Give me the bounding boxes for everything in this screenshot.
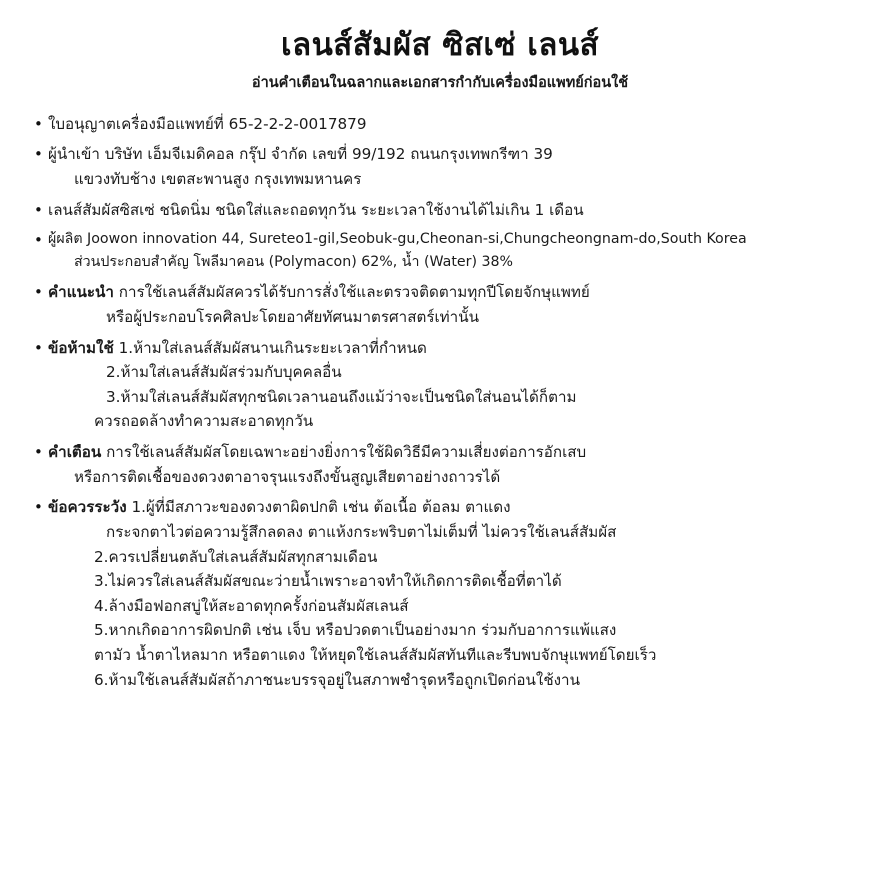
text-line [48,643,846,668]
line-text: 4.ล้างมือฟอกสบู่ให้สะอาดทุกครั้งก่อนสัมผัสเลนส์ [94,596,409,615]
line-lead-label: คำเตือน [48,443,102,461]
text-line [48,167,846,192]
line-text: 2.ห้ามใส่เลนส์สัมผัสร่วมกับบุคคลอื่น [106,363,342,382]
text-line [48,569,846,594]
text-line [48,594,846,619]
line-text: การใช้เลนส์สัมผัสควรได้รับการสั่งใช้และตรวจติดตามทุกปีโดยจักษุแพทย์ [118,283,590,302]
list-item-body [48,142,846,191]
text-line [48,618,846,643]
text-line [48,545,846,570]
text-line [48,142,846,167]
line-text: ใบอนุญาตเครื่องมือแพทย์ที่ 65-2-2-2-0017879 [48,114,367,133]
line-text: แขวงทับช้าง เขตสะพานสูง กรุงเทพมหานคร [74,170,362,188]
line-text: 6.ห้ามใช้เลนส์สัมผัสถ้าภาชนะบรรจุอยู่ในสภาพชำรุดหรือถูกเปิดก่อนใช้งาน [94,670,580,689]
bullet-icon: • [34,231,43,250]
list-item [34,142,846,191]
text-line [48,668,846,693]
list-item [34,440,846,489]
bullet-icon: • [34,114,43,133]
list-item-body [48,440,846,489]
bullet-icon: • [34,145,43,164]
line-text: หรือการติดเชื้อของดวงตาอาจรุนแรงถึงขั้นสูญเสียตาอย่างถาวรได้ [74,467,501,486]
text-line [48,251,846,274]
list-item-body [48,228,846,274]
list-item-body [48,336,846,435]
line-text: 1.ผู้ที่มีสภาวะของดวงตาผิดปกติ เช่น ต้อเนื้อ ต้อลม ตาแดง [131,498,511,517]
bullet-icon: • [34,338,43,357]
line-text: เลนส์สัมผัสซิสเซ่ ชนิดนิ่ม ชนิดใส่และถอดทุกวัน ระยะเวลาใช้งานได้ไม่เกิน 1 เดือน [48,200,584,219]
bullet-icon: • [34,498,43,517]
text-line [48,112,846,137]
bullet-icon: • [34,443,43,461]
line-text: 3.ห้ามใส่เลนส์สัมผัสทุกชนิดเวลานอนถึงแม้ว่าจะเป็นชนิดใส่นอนได้ก็ตาม [106,387,577,406]
line-text: 2.ควรเปลี่ยนตลับใส่เลนส์สัมผัสทุกสามเดือน [94,547,378,566]
text-line [48,440,846,465]
list-item [34,198,846,223]
text-line [48,465,846,490]
list-item [34,228,846,274]
line-lead-label: ข้อห้ามใช้ [48,338,114,357]
line-text: ส่วนประกอบสำคัญ โพลีมาคอน (Polymacon) 62%, น้ำ (Water) 38% [74,254,514,271]
page-subtitle: อ่านคำเตือนในฉลากและเอกสารกำกับเครื่องมือแพทย์ก่อนใช้ [251,74,629,91]
line-lead-label: คำแนะนำ [48,283,114,302]
list-item-body [48,112,846,137]
line-lead-label: ข้อควรระวัง [48,498,127,517]
line-text: กระจกตาไวต่อความรู้สึกลดลง ตาแห้งกระพริบตาไม่เต็มที่ ไม่ควรใช้เลนส์สัมผัส [106,522,617,541]
line-text: 1.ห้ามใส่เลนส์สัมผัสนานเกินระยะเวลาที่กำหนด [118,338,427,357]
text-line [48,198,846,223]
text-line [48,520,846,545]
line-text: หรือผู้ประกอบโรคศิลปะโดยอาศัยทัศนมาตรศาสตร์เท่านั้น [106,307,479,326]
list-item [34,495,846,692]
list-item-body [48,495,846,692]
bullet-icon: • [34,283,43,302]
line-text: ผู้ผลิต Joowon innovation 44, Sureteo1-gil,Seobuk-gu,Cheonan-si,Chungcheongnam-do,South Korea [48,231,747,248]
text-line [48,409,846,434]
text-line [48,228,846,251]
document-header [34,26,846,94]
text-line [48,280,846,305]
line-text: 3.ไม่ควรใส่เลนส์สัมผัสขณะว่ายน้ำเพราะอาจทำให้เกิดการติดเชื้อที่ตาได้ [94,572,562,591]
list-item [34,112,846,137]
text-line [48,385,846,410]
text-line [48,360,846,385]
page-title: เลนส์สัมผัส ซิสเซ่ เลนส์ [280,27,600,63]
list-item [34,336,846,435]
list-item-body [48,198,846,223]
line-text: 5.หากเกิดอาการผิดปกติ เช่น เจ็บ หรือปวดตาเป็นอย่างมาก ร่วมกับอาการแพ้แสง [94,621,617,640]
text-line [48,495,846,520]
text-line [48,305,846,330]
line-text: ผู้นำเข้า บริษัท เอ็มจีเมดิคอล กรุ๊ป จำกัด เลขที่ 99/192 ถนนกรุงเทพกรีฑา 39 [48,145,553,164]
bullet-icon: • [34,200,43,219]
line-text: ตามัว น้ำตาไหลมาก หรือตาแดง ให้หยุดใช้เลนส์สัมผัสทันทีและรีบพบจักษุแพทย์โดยเร็ว [94,646,657,664]
line-text: ควรถอดล้างทำความสะอาดทุกวัน [94,412,314,431]
list-item-body [48,280,846,329]
text-line [48,336,846,361]
content-sections [34,112,846,693]
line-text: การใช้เลนส์สัมผัสโดยเฉพาะอย่างยิ่งการใช้ผิดวิธีมีความเสี่ยงต่อการอักเสบ [106,443,587,461]
list-item [34,280,846,329]
